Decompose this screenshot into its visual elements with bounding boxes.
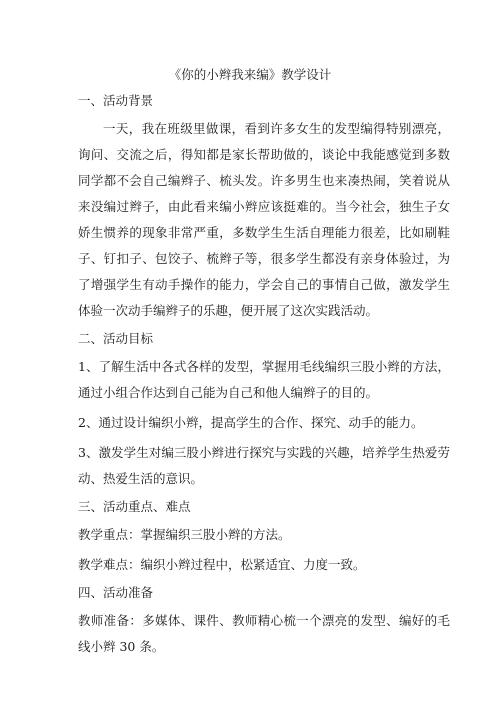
section-preparation — [78, 582, 450, 660]
section-heading: 三、活动重点、难点 — [78, 499, 191, 514]
section-objectives — [78, 328, 450, 492]
paragraph: 2、通过设计编织小辫，提高学生的合作、探究、动手的能力。 — [78, 415, 424, 430]
paragraph: 一天，我在班级里做课，看到许多女生的发型编得特别漂亮，询问、交流之后，得知都是家长帮助做的，谈论中我能感觉到多数同学都不会自己编辫子、梳头发。许多男生也来凑热闹，笑着说从来没编过辫子，由此看来编小辫应该挺难的。当今社会，独生子女娇生惯养的现象非常严重，多数学生生活自理能力很差，比如刷鞋子、钉扣子、包饺子、梳辫子等，很多学生都没有亲身体验过，为了增强学生有动手操作的能力，学会自己的事情自己做，激发学生体验一次动手编辫子的乐趣，便开展了这次实践活动。 — [78, 121, 450, 318]
section-heading: 四、活动准备 — [78, 585, 154, 600]
section-heading: 一、活动背景 — [78, 93, 154, 108]
section-heading: 二、活动目标 — [78, 331, 154, 346]
paragraph: 3、激发学生对编三股小辫进行探究与实践的兴趣，培养学生热爱劳动、热爱生活的意识。 — [78, 445, 450, 486]
paragraph: 教师准备：多媒体、课件、教师精心梳一个漂亮的发型、编好的毛线小辫 30 条。 — [78, 613, 450, 654]
paragraph: 1、了解生活中各式各样的发型，掌握用毛线编织三股小辫的方法，通过小组合作达到自己能为自己和他人编辫子的目的。 — [78, 359, 450, 400]
paragraph: 教学难点：编织小辫过程中，松紧适宜、力度一致。 — [78, 557, 366, 572]
document-title: 《你的小辫我来编》教学设计 — [168, 67, 332, 82]
paragraph: 教学重点：掌握编织三股小辫的方法。 — [78, 527, 291, 542]
document-body — [78, 90, 450, 660]
section-background — [78, 90, 450, 324]
section-key-points — [78, 496, 450, 578]
